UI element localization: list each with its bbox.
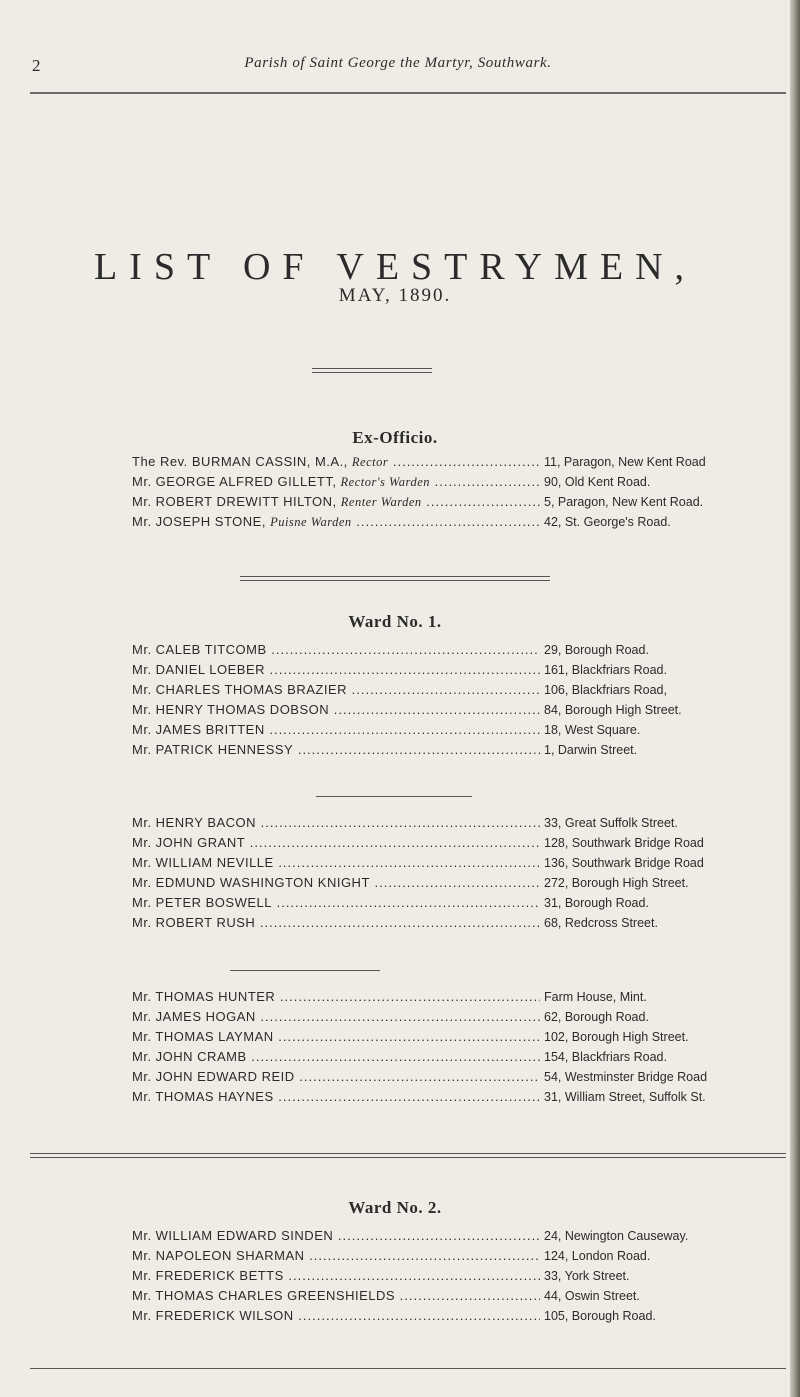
list-item (132, 1027, 772, 1047)
header-rule (30, 92, 786, 94)
section-heading-ward-1: Ward No. 1. (348, 612, 442, 631)
member-address: 1, Darwin Street. (542, 740, 772, 760)
list-item (132, 1286, 772, 1306)
member-address: 31, Borough Road. (542, 893, 772, 913)
list-item (132, 1306, 772, 1326)
list-item (132, 1266, 772, 1286)
list-item (132, 740, 772, 760)
list-item (132, 1047, 772, 1067)
member-address: 44, Oswin Street. (542, 1286, 772, 1306)
list-item (132, 893, 772, 913)
member-role: Rector's Warden (340, 475, 430, 489)
member-address: 31, William Street, Suffolk St. (542, 1087, 772, 1107)
list-item (132, 1007, 772, 1027)
section-heading-ward-2: Ward No. 2. (348, 1198, 442, 1217)
member-address: 42, St. George's Road. (542, 512, 772, 532)
member-address: 18, West Square. (542, 720, 772, 740)
list-item (132, 1246, 772, 1266)
member-address: 161, Blackfriars Road. (542, 660, 772, 680)
member-name: Mr. JAMES BRITTEN ..... (132, 720, 540, 740)
section-divider (240, 576, 550, 581)
member-address: 11, Paragon, New Kent Road (542, 452, 772, 472)
member-name: Mr. JAMES HOGAN ..... (132, 1007, 540, 1027)
ward-2-list (132, 1226, 772, 1326)
member-address: 136, Southwark Bridge Road (542, 853, 772, 873)
member-name: Mr. NAPOLEON SHARMAN ..... (132, 1246, 540, 1266)
page-title: LIST OF VESTRYMEN, (93, 246, 697, 289)
member-role: Puisne Warden (270, 515, 352, 529)
list-item (132, 492, 772, 512)
list-item (132, 660, 772, 680)
book-edge (790, 0, 800, 1397)
list-item (132, 813, 772, 833)
member-name: Mr. HENRY BACON ..... (132, 813, 540, 833)
member-name: The Rev. BURMAN CASSIN, M.A., Rector ..... (132, 452, 540, 472)
section-divider (30, 1153, 786, 1158)
member-role: Renter Warden (340, 495, 422, 509)
member-address: 62, Borough Road. (542, 1007, 772, 1027)
member-name: Mr. JOSEPH STONE, Puisne Warden ..... (132, 512, 540, 532)
member-name: Mr. GEORGE ALFRED GILLETT, Rector's Warden ..... (132, 472, 540, 492)
list-item (132, 987, 772, 1007)
member-name: Mr. THOMAS CHARLES GREENSHIELDS ..... (132, 1286, 540, 1306)
list-item (132, 452, 772, 472)
member-name: Mr. CHARLES THOMAS BRAZIER ..... (132, 680, 540, 700)
member-name: Mr. JOHN CRAMB ..... (132, 1047, 540, 1067)
member-address: 128, Southwark Bridge Road (542, 833, 772, 853)
list-item (132, 1067, 772, 1087)
page-number: 2 (32, 56, 41, 75)
list-item (132, 913, 772, 933)
ex-officio-list (132, 452, 772, 532)
member-name: Mr. PETER BOSWELL ..... (132, 893, 540, 913)
member-address: 33, Great Suffolk Street. (542, 813, 772, 833)
ward-1-group-3 (132, 987, 772, 1107)
member-address: 54, Westminster Bridge Road (542, 1067, 772, 1087)
list-item (132, 833, 772, 853)
member-address: 90, Old Kent Road. (542, 472, 772, 492)
title-divider (312, 368, 432, 373)
group-divider (230, 970, 380, 971)
running-title: Parish of Saint George the Martyr, Southwark. (244, 55, 552, 71)
member-name: Mr. THOMAS HUNTER ..... (132, 987, 540, 1007)
member-address: 154, Blackfriars Road. (542, 1047, 772, 1067)
member-address: 5, Paragon, New Kent Road. (542, 492, 772, 512)
member-name: Mr. THOMAS LAYMAN ..... (132, 1027, 540, 1047)
member-name: Mr. THOMAS HAYNES ..... (132, 1087, 540, 1107)
section-heading-ex-officio: Ex-Officio. (352, 428, 438, 447)
list-item (132, 700, 772, 720)
member-name: Mr. JOHN EDWARD REID ..... (132, 1067, 540, 1087)
member-address: 29, Borough Road. (542, 640, 772, 660)
member-address: 102, Borough High Street. (542, 1027, 772, 1047)
member-address: 105, Borough Road. (542, 1306, 772, 1326)
list-item (132, 640, 772, 660)
member-name: Mr. CALEB TITCOMB ..... (132, 640, 540, 660)
list-item (132, 512, 772, 532)
member-name: Mr. ROBERT RUSH ..... (132, 913, 540, 933)
list-item (132, 853, 772, 873)
member-name: Mr. ROBERT DREWITT HILTON, Renter Warden ..... (132, 492, 540, 512)
list-item (132, 720, 772, 740)
footer-rule (30, 1368, 786, 1369)
list-item (132, 1226, 772, 1246)
member-address: 272, Borough High Street. (542, 873, 772, 893)
member-name: Mr. WILLIAM EDWARD SINDEN ..... (132, 1226, 540, 1246)
member-name: Mr. HENRY THOMAS DOBSON ..... (132, 700, 540, 720)
member-name: Mr. PATRICK HENNESSY ..... (132, 740, 540, 760)
page-subtitle: MAY, 1890. (338, 285, 452, 306)
ward-1-group-2 (132, 813, 772, 933)
member-address: 124, London Road. (542, 1246, 772, 1266)
member-name: Mr. FREDERICK BETTS ..... (132, 1266, 540, 1286)
list-item (132, 680, 772, 700)
member-name: Mr. FREDERICK WILSON ..... (132, 1306, 540, 1326)
member-address: 68, Redcross Street. (542, 913, 772, 933)
member-name: Mr. WILLIAM NEVILLE ..... (132, 853, 540, 873)
page-header (28, 52, 768, 82)
member-role: Rector (351, 455, 389, 469)
list-item (132, 472, 772, 492)
ward-1-group-1 (132, 640, 772, 760)
list-item (132, 873, 772, 893)
member-address: 33, York Street. (542, 1266, 772, 1286)
list-item (132, 1087, 772, 1107)
group-divider (316, 796, 472, 797)
member-address: 106, Blackfriars Road, (542, 680, 772, 700)
member-name: Mr. DANIEL LOEBER ..... (132, 660, 540, 680)
member-address: 24, Newington Causeway. (542, 1226, 772, 1246)
member-address: 84, Borough High Street. (542, 700, 772, 720)
member-name: Mr. JOHN GRANT ..... (132, 833, 540, 853)
member-address: Farm House, Mint. (542, 987, 772, 1007)
member-name: Mr. EDMUND WASHINGTON KNIGHT ..... (132, 873, 540, 893)
